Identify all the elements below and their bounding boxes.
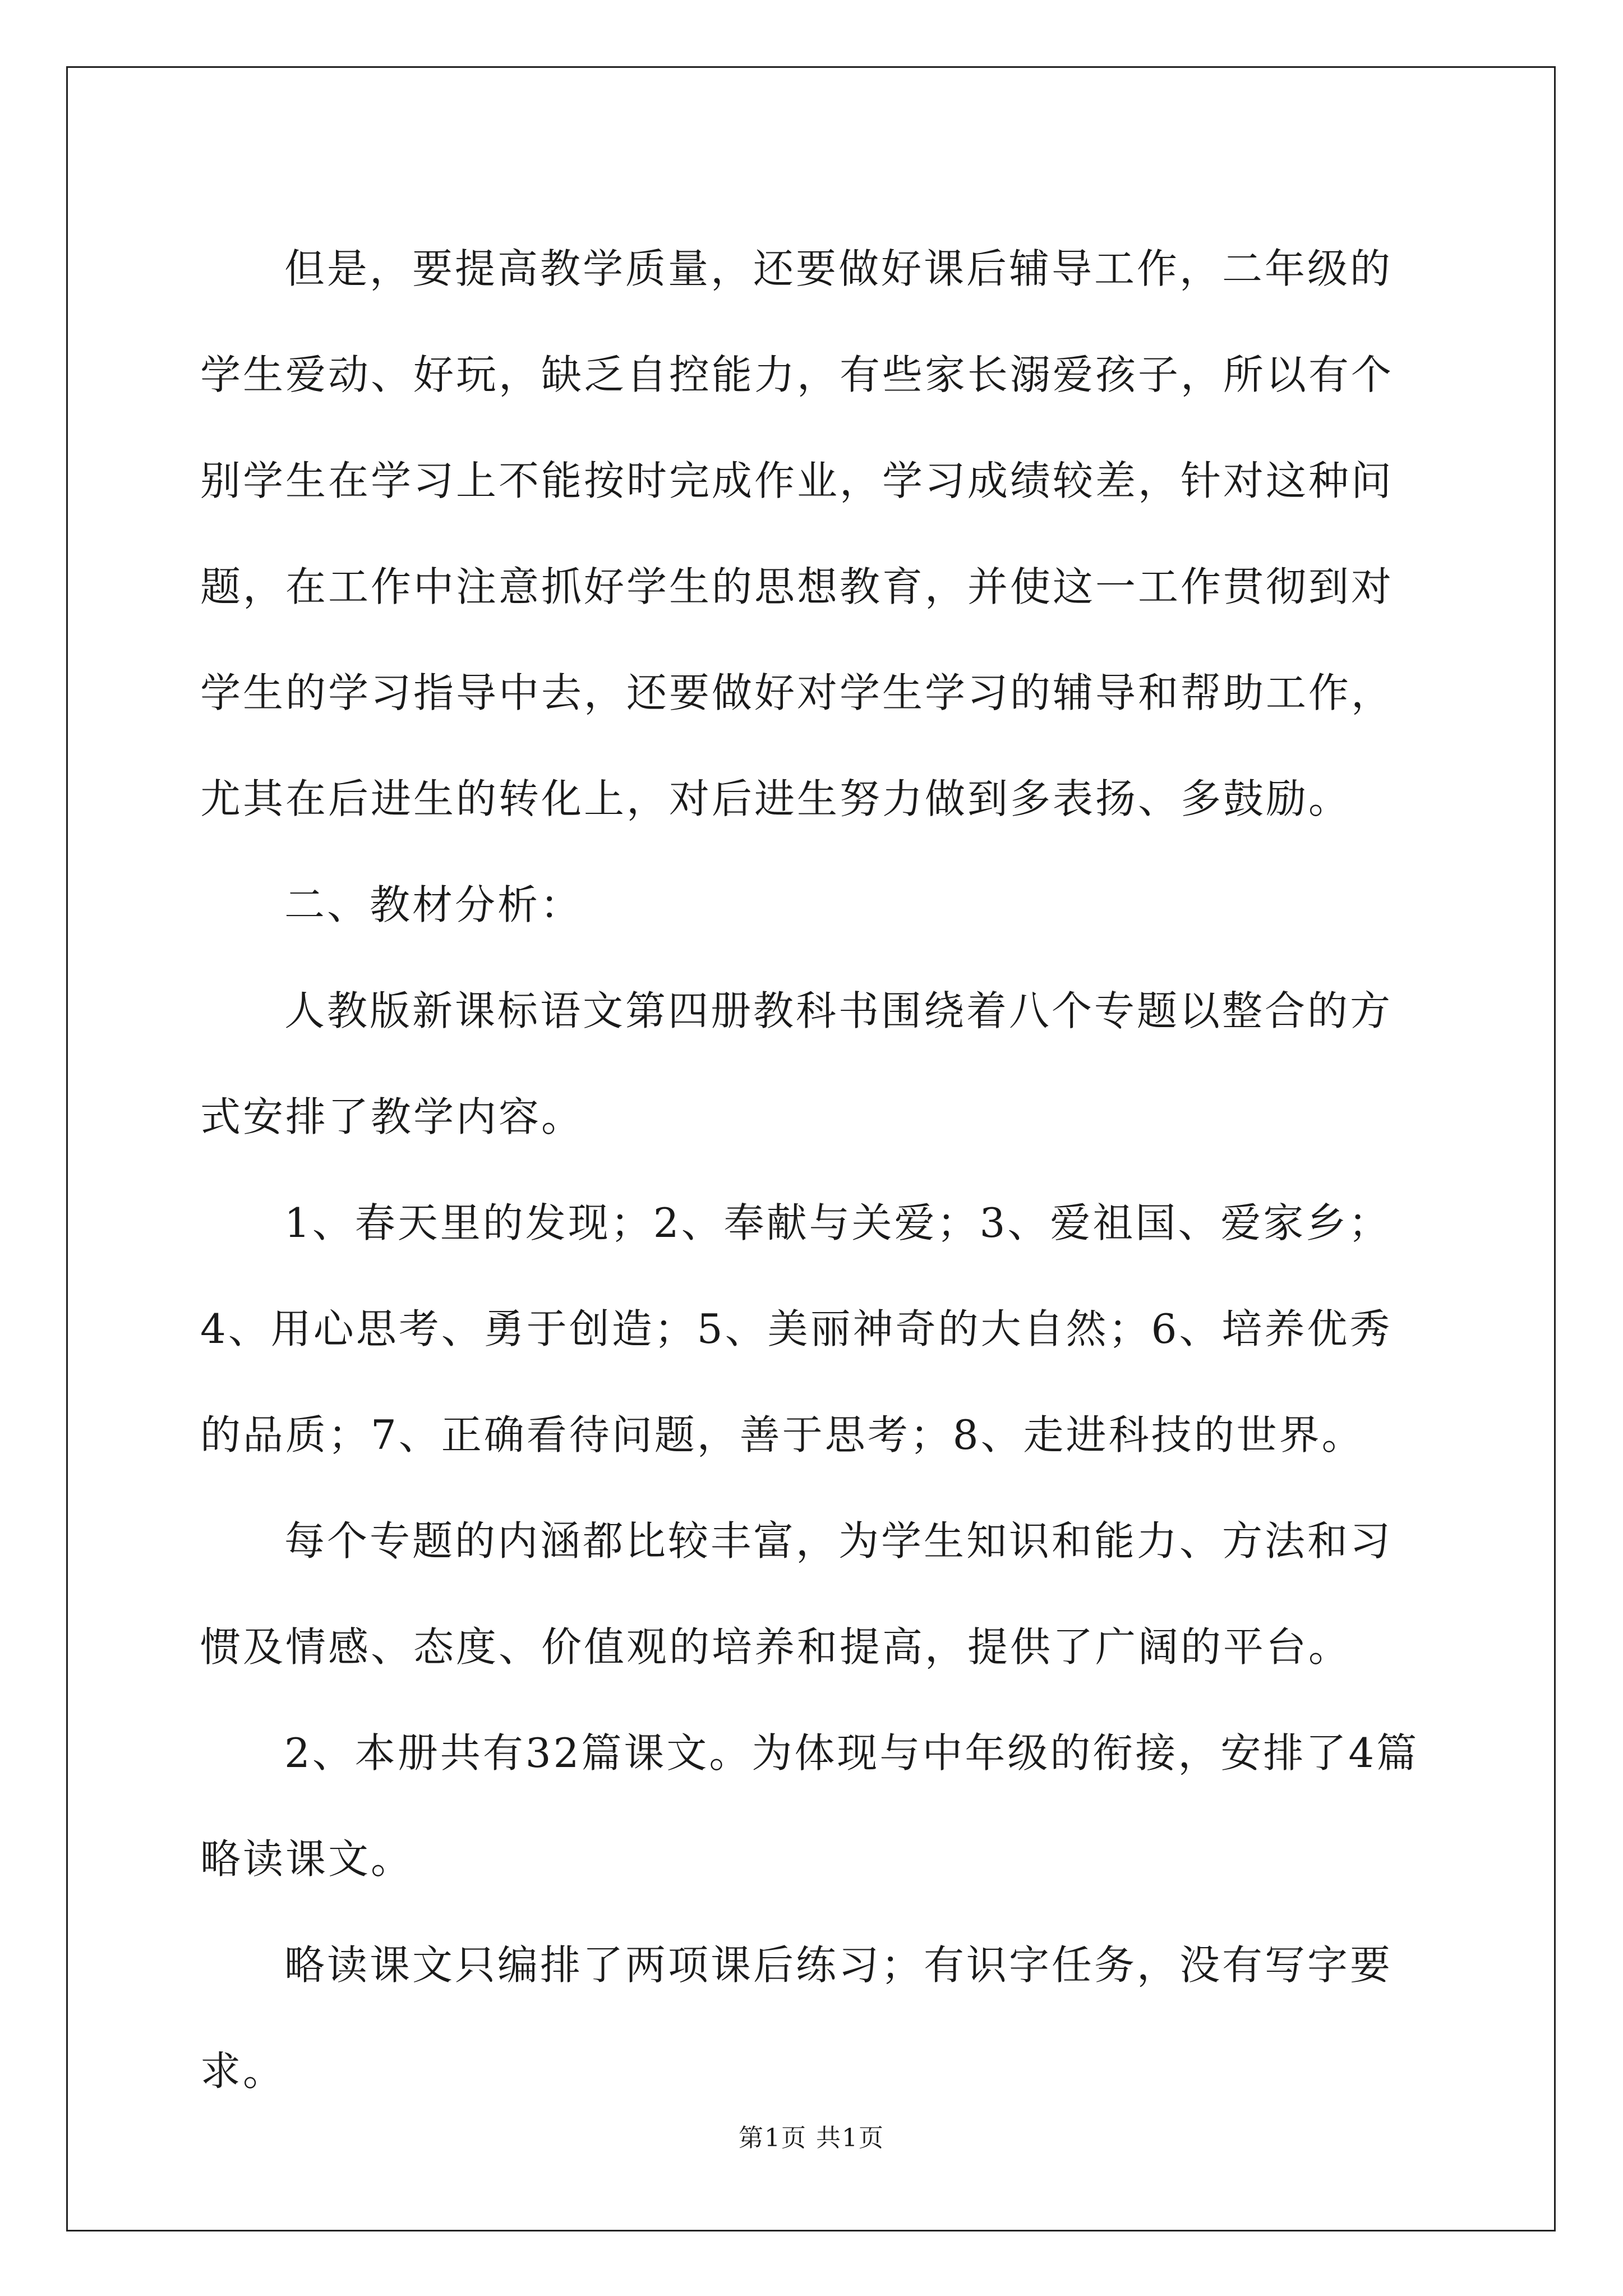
document-body <box>200 216 1428 2124</box>
paragraph-heading-textbook-analysis: 二、教材分析： <box>284 881 583 928</box>
paragraph-topic-content: 每个专题的内涵都比较丰富，为学生知识和能力、方法和习惯及情感、态度、价值观的培养和提高，提供了广阔的平台。 <box>200 1517 1393 1671</box>
page-footer: 第1页 共1页 <box>739 2124 884 2152</box>
paragraph-textbook-overview: 人教版新课标语文第四册教科书围绕着八个专题以整合的方式安排了教学内容。 <box>200 987 1393 1140</box>
paragraph-skim-reading: 略读课文只编排了两项课后练习；有识字任务，没有写字要求。 <box>200 1941 1393 2095</box>
paragraph-topic-list: 1、春天里的发现；2、奉献与关爱；3、爱祖国、爱家乡；4、用心思考、勇于创造；5、美丽神奇的大自然；6、培养优秀的品质；7、正确看待问题，善于思考；8、走进科技的世界。 <box>200 1199 1393 1458</box>
paragraph-tutoring: 但是，要提高教学质量，还要做好课后辅导工作，二年级的学生爱动、好玩，缺乏自控能力，有些家长溺爱孩子，所以有个别学生在学习上不能按时完成作业，学习成绩较差，针对这种问题，在工作中注意抓好学生的思想教育，并使这一工作贯彻到对学生的学习指导中去，还要做好对学生学习的辅导和帮助工作，尤其在后进生的转化上，对后进生努力做到多表扬、多鼓励。 <box>200 245 1394 822</box>
paragraph-lesson-count: 2、本册共有32篇课文。为体现与中年级的衔接，安排了4篇略读课文。 <box>200 1729 1419 1883</box>
